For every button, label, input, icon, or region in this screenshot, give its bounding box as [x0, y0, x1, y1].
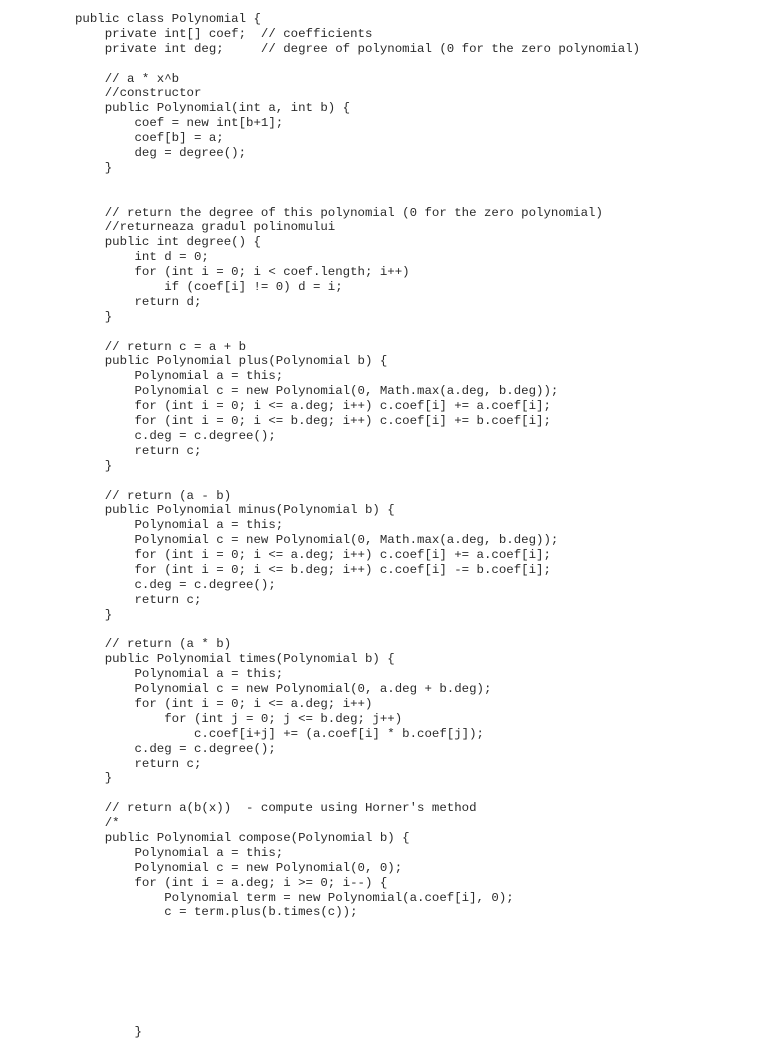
code-line: for (int i = 0; i <= a.deg; i++) c.coef[i] += a.coef[i]; [75, 399, 551, 414]
code-line [75, 623, 755, 638]
code-line: Polynomial c = new Polynomial(0, Math.max(a.deg, b.deg)); [75, 533, 559, 548]
code-line [75, 57, 755, 72]
code-line: Polynomial a = this; [75, 667, 284, 682]
code-line: } [75, 1024, 142, 1039]
code-line: for (int i = 0; i < coef.length; i++) [75, 265, 410, 280]
code-line: for (int i = 0; i <= b.deg; i++) c.coef[i] -= b.coef[i]; [75, 562, 551, 577]
code-line: Polynomial term = new Polynomial(a.coef[i], 0); [75, 890, 514, 905]
code-line: // a * x^b [75, 71, 180, 86]
code-line: c.deg = c.degree(); [75, 577, 276, 592]
code-line [75, 474, 755, 489]
code-line [75, 176, 755, 191]
code-line: public Polynomial times(Polynomial b) { [75, 652, 395, 667]
code-line: if (coef[i] != 0) d = i; [75, 280, 343, 295]
code-line: Polynomial c = new Polynomial(0, 0); [75, 860, 403, 875]
code-line: for (int i = a.deg; i >= 0; i--) { [75, 875, 388, 890]
code-line: return d; [75, 294, 202, 309]
code-line: } [75, 458, 113, 473]
code-line: // return a(b(x)) - compute using Horner's method [75, 801, 477, 816]
code-line: private int deg; // degree of polynomial (0 for the zero polynomial) [75, 41, 641, 56]
code-line: for (int j = 0; j <= b.deg; j++) [75, 711, 403, 726]
code-line: coef = new int[b+1]; [75, 116, 284, 131]
code-line: for (int i = 0; i <= a.deg; i++) [75, 696, 373, 711]
code-line [75, 786, 755, 801]
code-line [75, 935, 755, 950]
code-line [75, 980, 755, 995]
code-line [75, 191, 755, 206]
code-line: c.deg = c.degree(); [75, 428, 276, 443]
code-line: deg = degree(); [75, 146, 247, 161]
code-line: //returneaza gradul polinomului [75, 220, 336, 235]
code-line [75, 965, 755, 980]
code-line: public Polynomial(int a, int b) { [75, 101, 351, 116]
code-line: } [75, 771, 113, 786]
code-line: int d = 0; [75, 250, 209, 265]
code-line: // return (a * b) [75, 637, 232, 652]
code-line: // return c = a + b [75, 339, 247, 354]
code-line [75, 920, 755, 935]
code-line: // return (a - b) [75, 488, 232, 503]
code-line: c = term.plus(b.times(c)); [75, 905, 358, 920]
code-line: return c; [75, 443, 202, 458]
code-listing [75, 12, 755, 1039]
code-line: return c; [75, 592, 202, 607]
code-line: public Polynomial plus(Polynomial b) { [75, 354, 388, 369]
code-line: //constructor [75, 86, 202, 101]
code-line: for (int i = 0; i <= b.deg; i++) c.coef[i] += b.coef[i]; [75, 414, 551, 429]
code-line: public Polynomial compose(Polynomial b) { [75, 830, 410, 845]
code-line: private int[] coef; // coefficients [75, 26, 373, 41]
code-line [75, 995, 755, 1010]
code-line: public Polynomial minus(Polynomial b) { [75, 503, 395, 518]
code-line: c.coef[i+j] += (a.coef[i] * b.coef[j]); [75, 726, 484, 741]
code-line: c.deg = c.degree(); [75, 741, 276, 756]
code-line: Polynomial c = new Polynomial(0, a.deg + b.deg); [75, 682, 492, 697]
code-line: } [75, 607, 113, 622]
code-line: /* [75, 816, 120, 831]
code-line: } [75, 160, 113, 175]
code-line: } [75, 309, 113, 324]
code-line: Polynomial a = this; [75, 518, 284, 533]
code-line: return c; [75, 756, 202, 771]
code-line [75, 1010, 755, 1025]
code-line: // return the degree of this polynomial (0 for the zero polynomial) [75, 205, 603, 220]
code-line: coef[b] = a; [75, 131, 224, 146]
code-line: public int degree() { [75, 235, 261, 250]
code-line: Polynomial a = this; [75, 369, 284, 384]
code-line: Polynomial c = new Polynomial(0, Math.max(a.deg, b.deg)); [75, 384, 559, 399]
code-line [75, 325, 755, 340]
code-line: for (int i = 0; i <= a.deg; i++) c.coef[i] += a.coef[i]; [75, 548, 551, 563]
code-line: Polynomial a = this; [75, 845, 284, 860]
code-line: public class Polynomial { [75, 12, 261, 26]
code-line [75, 950, 755, 965]
